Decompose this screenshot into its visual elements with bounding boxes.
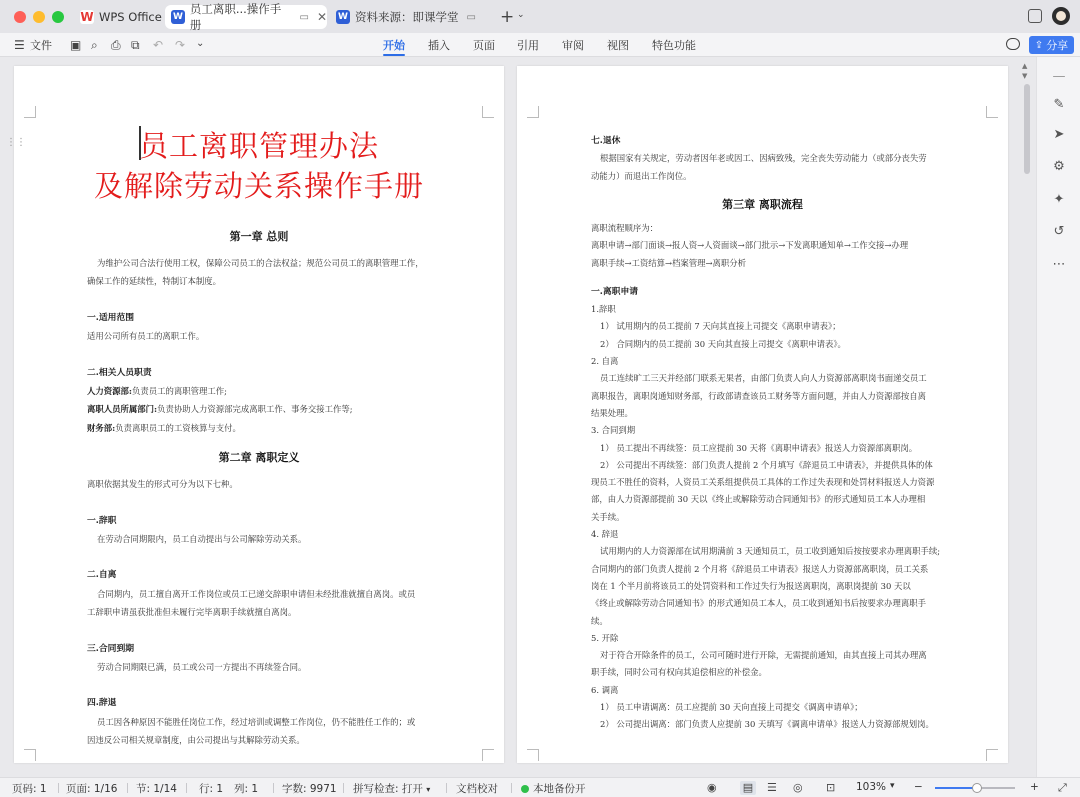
paragraph-line: 确保工作的延续性，特制订本制度。: [87, 276, 221, 287]
word-count[interactable]: 字数: 9971: [282, 783, 337, 795]
proofread-button[interactable]: 文档校对: [456, 783, 498, 795]
paragraph-line: 对于符合开除条件的员工，公司可随时进行开除，无需提前通知，由其直接上司其办理离: [600, 650, 927, 661]
save-icon[interactable]: ▣: [70, 38, 82, 52]
print-icon[interactable]: ⎙: [111, 38, 121, 52]
tab-insert[interactable]: 插入: [428, 39, 450, 52]
responsibility-line: [87, 423, 241, 433]
paragraph-line: 员工因各种原因不能胜任岗位工作，经过培训或调整工作岗位，仍不能胜任工作的；或: [97, 716, 416, 727]
role-text: 负责离职员工的工资核算与支付。: [115, 422, 241, 433]
tab-references[interactable]: 引用: [517, 39, 539, 52]
section-heading: 四.辞退: [87, 698, 117, 709]
status-dot-icon: [521, 785, 529, 793]
comment-icon[interactable]: [1006, 38, 1020, 50]
tab-special-features[interactable]: 特色功能: [652, 39, 696, 52]
undo-icon[interactable]: ↶: [153, 38, 164, 52]
close-window-button[interactable]: [14, 11, 26, 23]
maximize-window-button[interactable]: [52, 11, 64, 23]
responsibility-line: [87, 386, 227, 396]
column-indicator: 列: 1: [234, 783, 259, 795]
crop-mark: [527, 106, 539, 118]
paragraph-line: 2. 自离: [591, 356, 619, 366]
paragraph-line: 因违反公司相关规章制度，由公司提出与其解除劳动关系。: [87, 735, 305, 746]
paragraph-line: 续。: [591, 615, 608, 626]
divider: [127, 783, 128, 793]
chevron-down-icon[interactable]: ⌄: [517, 10, 525, 20]
monitor-icon: ▭: [466, 11, 476, 23]
chapter-heading: 第一章 总则: [229, 230, 289, 243]
divider: [186, 783, 187, 793]
role-text: 负责协助人力资源部完成离职工作、事务交接工作等;: [157, 404, 353, 415]
paragraph-line: 2） 公司提出调离：部门负责人应提前 30 天填写《调离申请单》报送人力资源部规划岗。: [600, 719, 934, 730]
avatar[interactable]: [1052, 7, 1070, 25]
paragraph-line: 为维护公司合法行使用工权，保障公司员工的合法权益；规范公司员工的离职管理工作，: [97, 258, 424, 268]
zoom-slider-fill: [935, 787, 977, 789]
paragraph-line: 合同期内，员工擅自离开工作岗位或员工已递交辞职申请但未经批准就擅自离岗。或员: [97, 588, 416, 599]
section-heading: 一.适用范围: [87, 312, 135, 323]
title-bar: [0, 0, 1080, 33]
role-label: 离职人员所属部门:: [87, 404, 158, 415]
tab-source-document[interactable]: [330, 5, 488, 29]
section-heading: 一.辞职: [87, 515, 117, 526]
responsibility-line: [87, 404, 353, 414]
file-menu[interactable]: 文件: [30, 39, 52, 52]
word-doc-icon: W: [336, 10, 350, 24]
print-preview-icon[interactable]: ⧉: [131, 38, 140, 52]
tab-view[interactable]: 视图: [607, 39, 629, 52]
wps-logo-icon: W: [80, 10, 94, 24]
more-options-icon[interactable]: ⋯: [1052, 257, 1066, 272]
paragraph-line: 离职流程顺序为：: [591, 222, 658, 233]
cursor-select-icon[interactable]: ➤: [1053, 127, 1065, 142]
divider: [446, 783, 447, 793]
paragraph-line: 关手续。: [591, 511, 625, 522]
chapter-heading: 第三章 离职流程: [722, 197, 803, 211]
crop-mark: [482, 749, 494, 761]
spellcheck-toggle[interactable]: [353, 781, 430, 796]
divider: [58, 783, 59, 793]
chevron-down-icon: ▾: [426, 785, 431, 794]
zoom-slider-handle[interactable]: [972, 783, 982, 793]
paragraph-line: 现员工不胜任的资料，人资员工关系组提供员工具体的工作过失表现和处罚材料报送人力资源: [591, 477, 935, 488]
paragraph-line: 1.辞职: [591, 304, 616, 315]
menu-bar: [0, 33, 1080, 57]
share-icon: ⇪: [1034, 39, 1044, 51]
new-tab-button[interactable]: +: [500, 7, 515, 27]
paragraph-line: 离职手续→工资结算→档案管理→离职分析: [591, 257, 747, 268]
tab-home[interactable]: 开始: [383, 39, 405, 52]
redo-icon[interactable]: ↷: [175, 38, 186, 52]
close-tab-icon[interactable]: ✕: [316, 10, 327, 24]
share-button[interactable]: [1029, 36, 1074, 54]
document-title-line-1: 员工离职管理办法: [138, 129, 379, 163]
divider: [511, 783, 512, 793]
paragraph-line: 职手续，同时公司有权向其追偿相应的补偿金。: [591, 667, 767, 678]
role-label: 人力资源部:: [87, 386, 132, 396]
paragraph-line: 4. 辞退: [591, 529, 619, 539]
paragraph-line: 员工连续旷工三天并经部门联系无果者，由部门负责人向人力资源部离职岗书面递交员工: [600, 373, 927, 384]
paragraph-line: 2） 公司提出不再续签：部门负责人提前 2 个月填写《辞退员工申请表》，并提供具体的体: [600, 459, 933, 470]
drag-handle-icon[interactable]: ⋮⋮: [6, 137, 26, 148]
ai-assist-icon[interactable]: ✦: [1053, 192, 1065, 207]
paragraph-line: 结果处理。: [591, 407, 633, 418]
crop-mark: [482, 106, 494, 118]
tab-page[interactable]: 页面: [473, 39, 495, 52]
paragraph-line: 根据国家有关规定，劳动者因年老或因工、因病致残，完全丧失劳动能力（或部分丧失劳: [600, 153, 927, 164]
window-layout-icon[interactable]: [1028, 9, 1042, 23]
paragraph-line: 合同期内的部门负责人提前 2 个月将《辞退员工申请表》报送人力资源部离职岗，员工关系: [591, 563, 929, 574]
section-heading: 三.合同到期: [87, 643, 135, 654]
crop-mark: [986, 106, 998, 118]
outline-view-icon[interactable]: ☰: [767, 781, 777, 794]
page-code[interactable]: 页码: 1: [12, 783, 47, 795]
paragraph-line: 在劳动合同期限内，员工自动提出与公司解除劳动关系。: [97, 534, 307, 544]
page-view-icon[interactable]: ▤: [740, 781, 756, 795]
paragraph-line: 3. 合同到期: [591, 425, 636, 436]
tab-label: 资料来源：即课学堂: [355, 10, 459, 24]
chapter-heading: 第二章 离职定义: [218, 451, 300, 465]
document-title-line-2: 及解除劳动关系操作手册: [93, 169, 424, 203]
zoom-out-button[interactable]: −: [914, 781, 923, 793]
web-view-icon[interactable]: ◎: [793, 781, 803, 794]
role-text: 负责员工的离职管理工作;: [131, 386, 227, 396]
scroll-up-arrow[interactable]: ▲: [1022, 62, 1028, 70]
tab-review[interactable]: 审阅: [562, 39, 584, 52]
tab-current-document[interactable]: [165, 2, 327, 32]
paragraph-line: 1） 员工申请调离：员工应提前 30 天向直接上司提交《调离申请单》；: [600, 702, 863, 712]
collapse-icon[interactable]: —: [1052, 69, 1066, 84]
status-bar: [0, 777, 1080, 797]
paragraph-line: 1） 试用期内的员工提前 7 天向其直接上司提交《离职申请表》；: [600, 321, 841, 332]
paragraph-line: 部，由人力资源部提前 30 天以《终止或解除劳动合同通知书》的形式通知员工本人办理相: [591, 494, 926, 505]
paragraph-line: 离职申请→部门面谈→报人资→人资面谈→部门批示→下发离职通知单→工作交接→办理: [591, 240, 909, 251]
divider: [343, 783, 344, 793]
history-icon[interactable]: ↺: [1053, 224, 1065, 239]
document-page-2[interactable]: [517, 66, 1008, 763]
section-heading: 二.相关人员职责: [87, 367, 152, 378]
focus-mode-icon[interactable]: ⊡: [826, 781, 836, 794]
hamburger-menu-icon[interactable]: ☰: [14, 38, 25, 52]
scroll-up-arrow[interactable]: ▼: [1022, 72, 1028, 80]
paragraph-line: 2） 合同期内的员工提前 30 天向其直接上司提交《离职申请表》。: [600, 338, 846, 349]
fullscreen-icon[interactable]: ⤢: [1058, 781, 1067, 794]
paragraph-line: 岗在 1 个半月前将该员工的处罚资料和工作过失行为报送离职岗，离职岗提前 30 天以: [591, 580, 911, 591]
crop-mark: [986, 749, 998, 761]
monitor-icon: ▭: [299, 11, 309, 23]
vertical-scrollbar[interactable]: [1024, 84, 1030, 174]
backup-label: 本地备份开: [533, 783, 586, 795]
adjust-settings-icon[interactable]: ⚙: [1053, 159, 1065, 174]
paragraph-line: 劳动合同期限已满，员工或公司一方提出不再续签合同。: [97, 662, 307, 672]
tab-label: WPS Office: [99, 10, 162, 24]
paragraph-line: 5. 开除: [591, 632, 619, 643]
crop-mark: [24, 106, 36, 118]
section-heading: 二.自离: [87, 570, 117, 581]
zoom-level[interactable]: 103%: [856, 781, 887, 793]
paragraph-line: 工辞职申请虽获批准但未履行完毕离职手续就擅自离岗。: [87, 607, 297, 618]
divider: [273, 783, 274, 793]
paragraph-line: 试用期内的人力资源部在试用期满前 3 天通知员工，员工收到通知后按按要求办理离职手续;: [600, 546, 941, 557]
backup-status[interactable]: [521, 781, 586, 796]
spellcheck-label: 拼写检查: 打开: [353, 783, 423, 795]
right-sidebar: [1036, 57, 1080, 777]
crop-mark: [527, 749, 539, 761]
share-label: 分享: [1046, 39, 1069, 52]
paragraph-line: 离职报告，离职岗通知财务部，行政部请查该员工财务等方面问题，并由人力资源部按自离: [591, 390, 926, 401]
tab-wps-office[interactable]: [72, 5, 162, 29]
role-label: 财务部:: [87, 422, 116, 433]
paragraph-line: 《终止或解除劳动合同通知书》的形式通知员工本人，员工收到通知书后按要求办理离职手: [591, 598, 926, 609]
paragraph-line: 6. 调离: [591, 684, 619, 695]
document-page-1[interactable]: [14, 66, 504, 763]
paragraph-line: 适用公司所有员工的离职工作。: [87, 331, 205, 342]
chevron-down-icon[interactable]: ⌄: [196, 38, 205, 49]
paragraph-line: 1） 员工提出不再续签：员工应提前 30 天将《离职申请表》报送人力资源部离职岗。: [600, 442, 918, 453]
paragraph-line: 离职依据其发生的形式可分为以下七种。: [87, 479, 238, 490]
crop-mark: [24, 749, 36, 761]
word-doc-icon: W: [172, 12, 183, 22]
section-heading: 七.退休: [591, 136, 621, 146]
page-count[interactable]: 页面: 1/16: [66, 783, 118, 795]
section-heading: 一.离职申请: [591, 286, 639, 297]
zoom-in-button[interactable]: +: [1030, 781, 1039, 793]
paragraph-line: 动能力）而退出工作岗位。: [591, 170, 692, 181]
chevron-down-icon[interactable]: ▾: [890, 781, 895, 791]
pen-icon[interactable]: ✎: [1053, 97, 1065, 112]
row-indicator: 行: 1: [199, 783, 224, 795]
minimize-window-button[interactable]: [33, 11, 45, 23]
section-indicator[interactable]: 节: 1/14: [136, 783, 177, 795]
eye-icon[interactable]: ◉: [707, 781, 717, 794]
export-icon[interactable]: ⌕: [91, 38, 98, 52]
tab-label: 员工离职...操作手册: [189, 2, 282, 32]
